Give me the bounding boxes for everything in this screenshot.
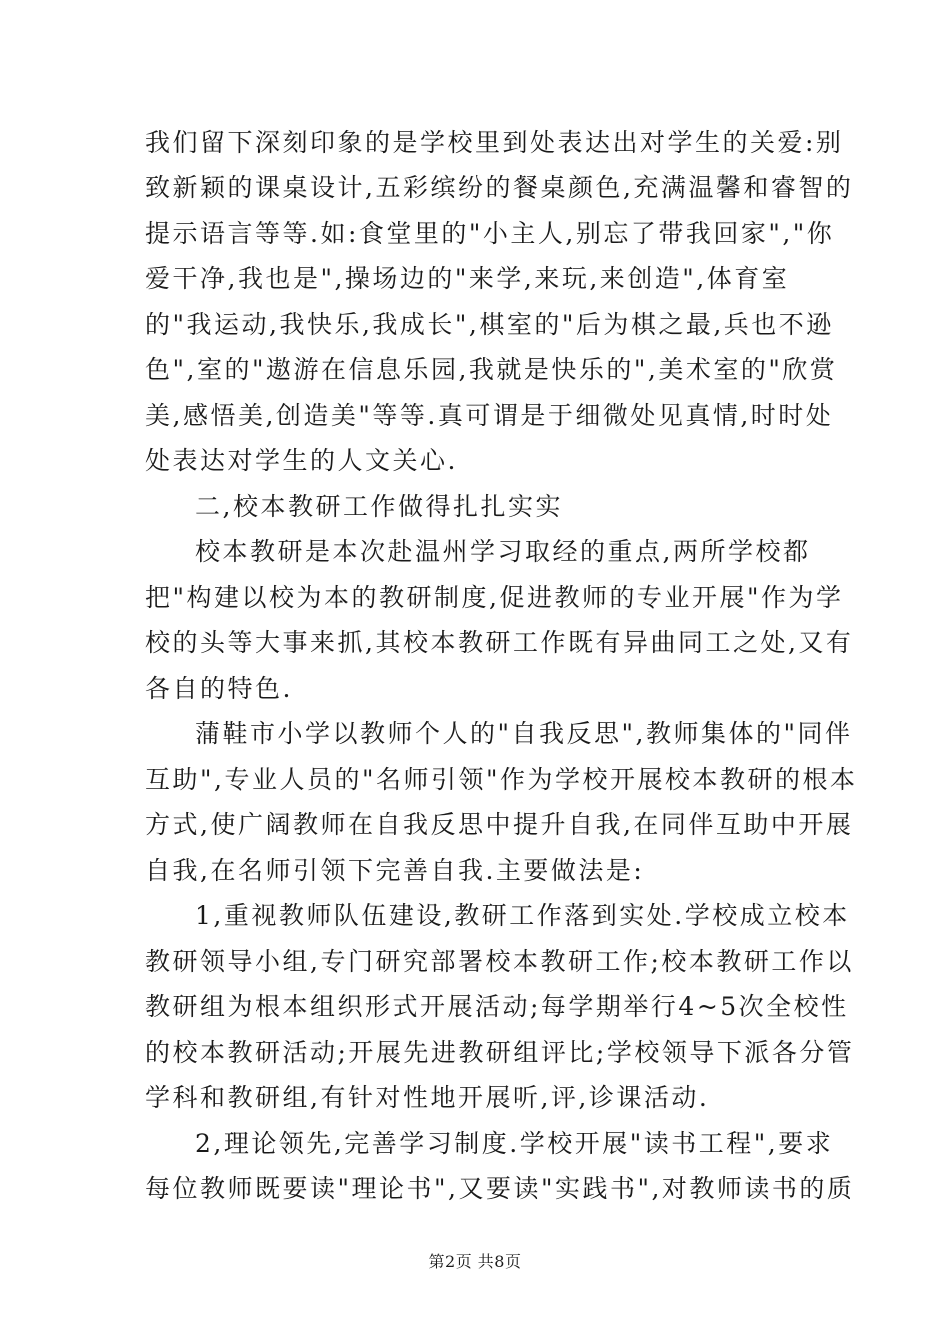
section-heading: 二,校本教研工作做得扎扎实实 <box>195 492 563 521</box>
text-line: 的"我运动,我快乐,我成长",棋室的"后为棋之最,兵也不逊 <box>145 310 834 339</box>
text-line: 1,重视教师队伍建设,教研工作落到实处.学校成立校本 <box>195 901 850 930</box>
text-line: 自我,在名师引领下完善自我.主要做法是: <box>145 856 645 885</box>
text-line: 校的头等大事来抓,其校本教研工作既有异曲同工之处,又有 <box>145 628 854 657</box>
text-line: 提示语言等等.如:食堂里的"小主人,别忘了带我回家","你 <box>145 219 835 248</box>
text-line: 教研组为根本组织形式开展活动;每学期举行4~5次全校性 <box>145 992 849 1021</box>
text-line: 每位教师既要读"理论书",又要读"实践书",对教师读书的质 <box>145 1174 855 1203</box>
page-number-footer: 第2页 共8页 <box>428 1252 522 1271</box>
text-line: 互助",专业人员的"名师引领"作为学校开展校本教研的根本 <box>145 765 858 794</box>
text-line: 方式,使广阔教师在自我反思中提升自我,在同伴互助中开展 <box>145 810 854 839</box>
text-line: 美,感悟美,创造美"等等.真可谓是于细微处见真情,时时处 <box>145 401 834 430</box>
text-line: 2,理论领先,完善学习制度.学校开展"读书工程",要求 <box>195 1129 834 1158</box>
text-line: 教研领导小组,专门研究部署校本教研工作;校本教研工作以 <box>145 947 854 976</box>
text-line: 校本教研是本次赴温州学习取经的重点,两所学校都 <box>195 537 811 566</box>
text-line: 爱干净,我也是",操场边的"来学,来玩,来创造",体育室 <box>145 264 790 293</box>
text-line: 学科和教研组,有针对性地开展听,评,诊课活动. <box>145 1083 710 1112</box>
text-line: 处表达对学生的人文关心. <box>145 446 458 475</box>
text-line: 蒲鞋市小学以教师个人的"自我反思",教师集体的"同伴 <box>195 719 853 748</box>
text-line: 色",室的"遨游在信息乐园,我就是快乐的",美术室的"欣赏 <box>145 355 838 384</box>
text-line: 把"构建以校为本的教研制度,促进教师的专业开展"作为学 <box>145 583 844 612</box>
text-line: 各自的特色. <box>145 674 293 703</box>
text-line: 致新颖的课桌设计,五彩缤纷的餐桌颜色,充满温馨和睿智的 <box>145 173 854 202</box>
text-line: 的校本教研活动;开展先进教研组评比;学校领导下派各分管 <box>145 1038 855 1067</box>
text-line: 我们留下深刻印象的是学校里到处表达出对学生的关爱:别 <box>145 128 844 157</box>
